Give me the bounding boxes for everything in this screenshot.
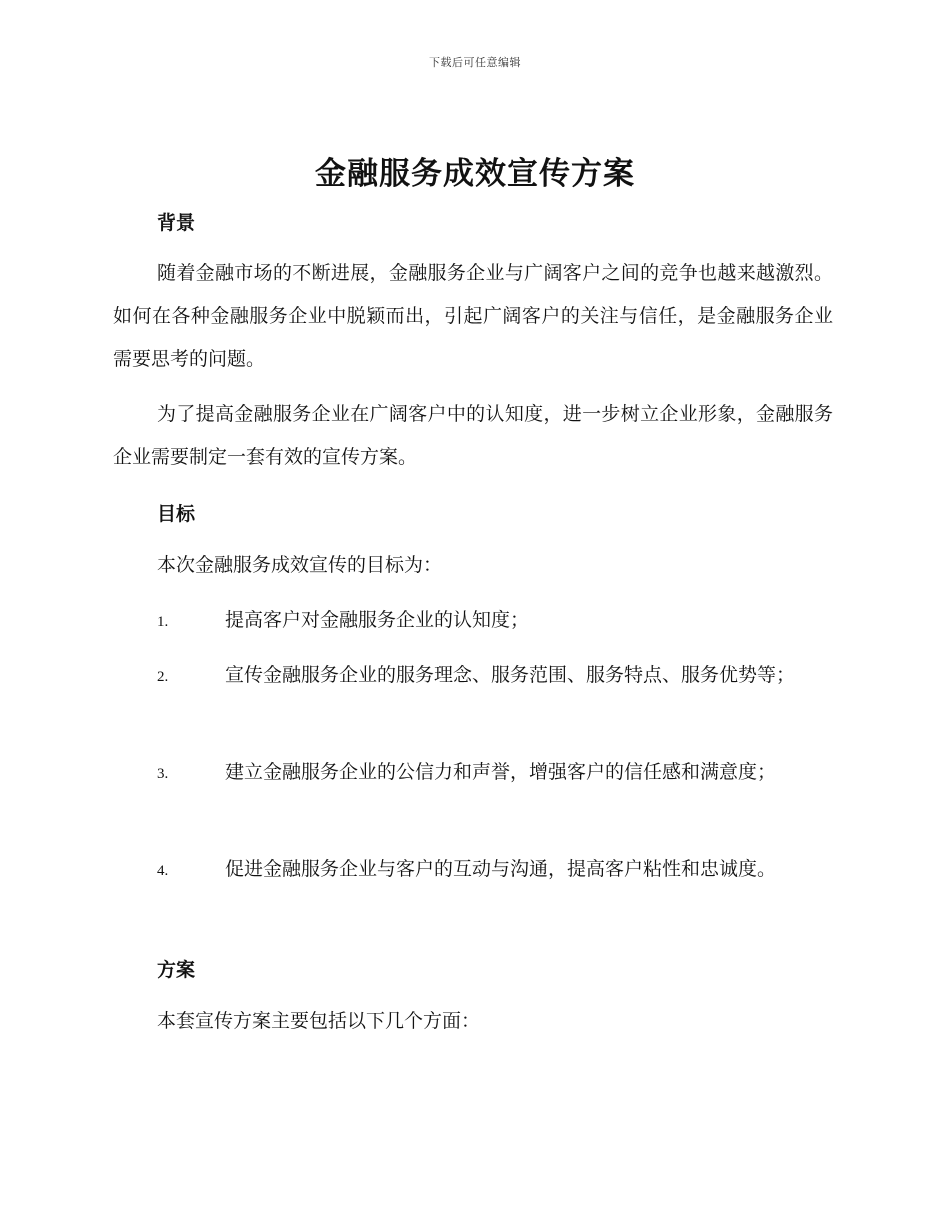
plan-intro: 本套宣传方案主要包括以下几个方面：: [157, 1010, 481, 1032]
list-text: 提高客户对金融服务企业的认知度；: [225, 609, 530, 631]
list-number: 1.: [157, 614, 169, 630]
section-heading-goals: 目标: [157, 503, 196, 525]
list-number: 4.: [157, 863, 169, 879]
document-title: 金融服务成效宣传方案: [315, 156, 635, 192]
list-number: 2.: [157, 669, 169, 685]
list-text: 建立金融服务企业的公信力和声誉，增强客户的信任感和满意度；: [225, 761, 777, 783]
goals-intro: 本次金融服务成效宣传的目标为：: [157, 554, 443, 576]
goal-list-item: [113, 597, 833, 646]
list-number: 3.: [157, 766, 169, 782]
header-note: 下载后可任意编辑: [429, 56, 521, 69]
goal-list-item: [113, 749, 833, 798]
section-heading-plan: 方案: [157, 959, 196, 981]
section-heading-background: 背景: [157, 212, 196, 234]
background-paragraph-2: 为了提高金融服务企业在广阔客户中的认知度，进一步树立企业形象，金融服务企业需要制定一套有效的宣传方案。: [113, 403, 833, 468]
goal-list-item: [113, 846, 833, 895]
list-text: 促进金融服务企业与客户的互动与沟通，提高客户粘性和忠诚度。: [225, 858, 777, 880]
background-paragraph-1: 随着金融市场的不断进展，金融服务企业与广阔客户之间的竞争也越来越激烈。如何在各种金融服务企业中脱颖而出，引起广阔客户的关注与信任，是金融服务企业需要思考的问题。: [113, 262, 833, 370]
list-text: 宣传金融服务企业的服务理念、服务范围、服务特点、服务优势等；: [225, 664, 796, 686]
goal-list-item: [113, 652, 833, 701]
